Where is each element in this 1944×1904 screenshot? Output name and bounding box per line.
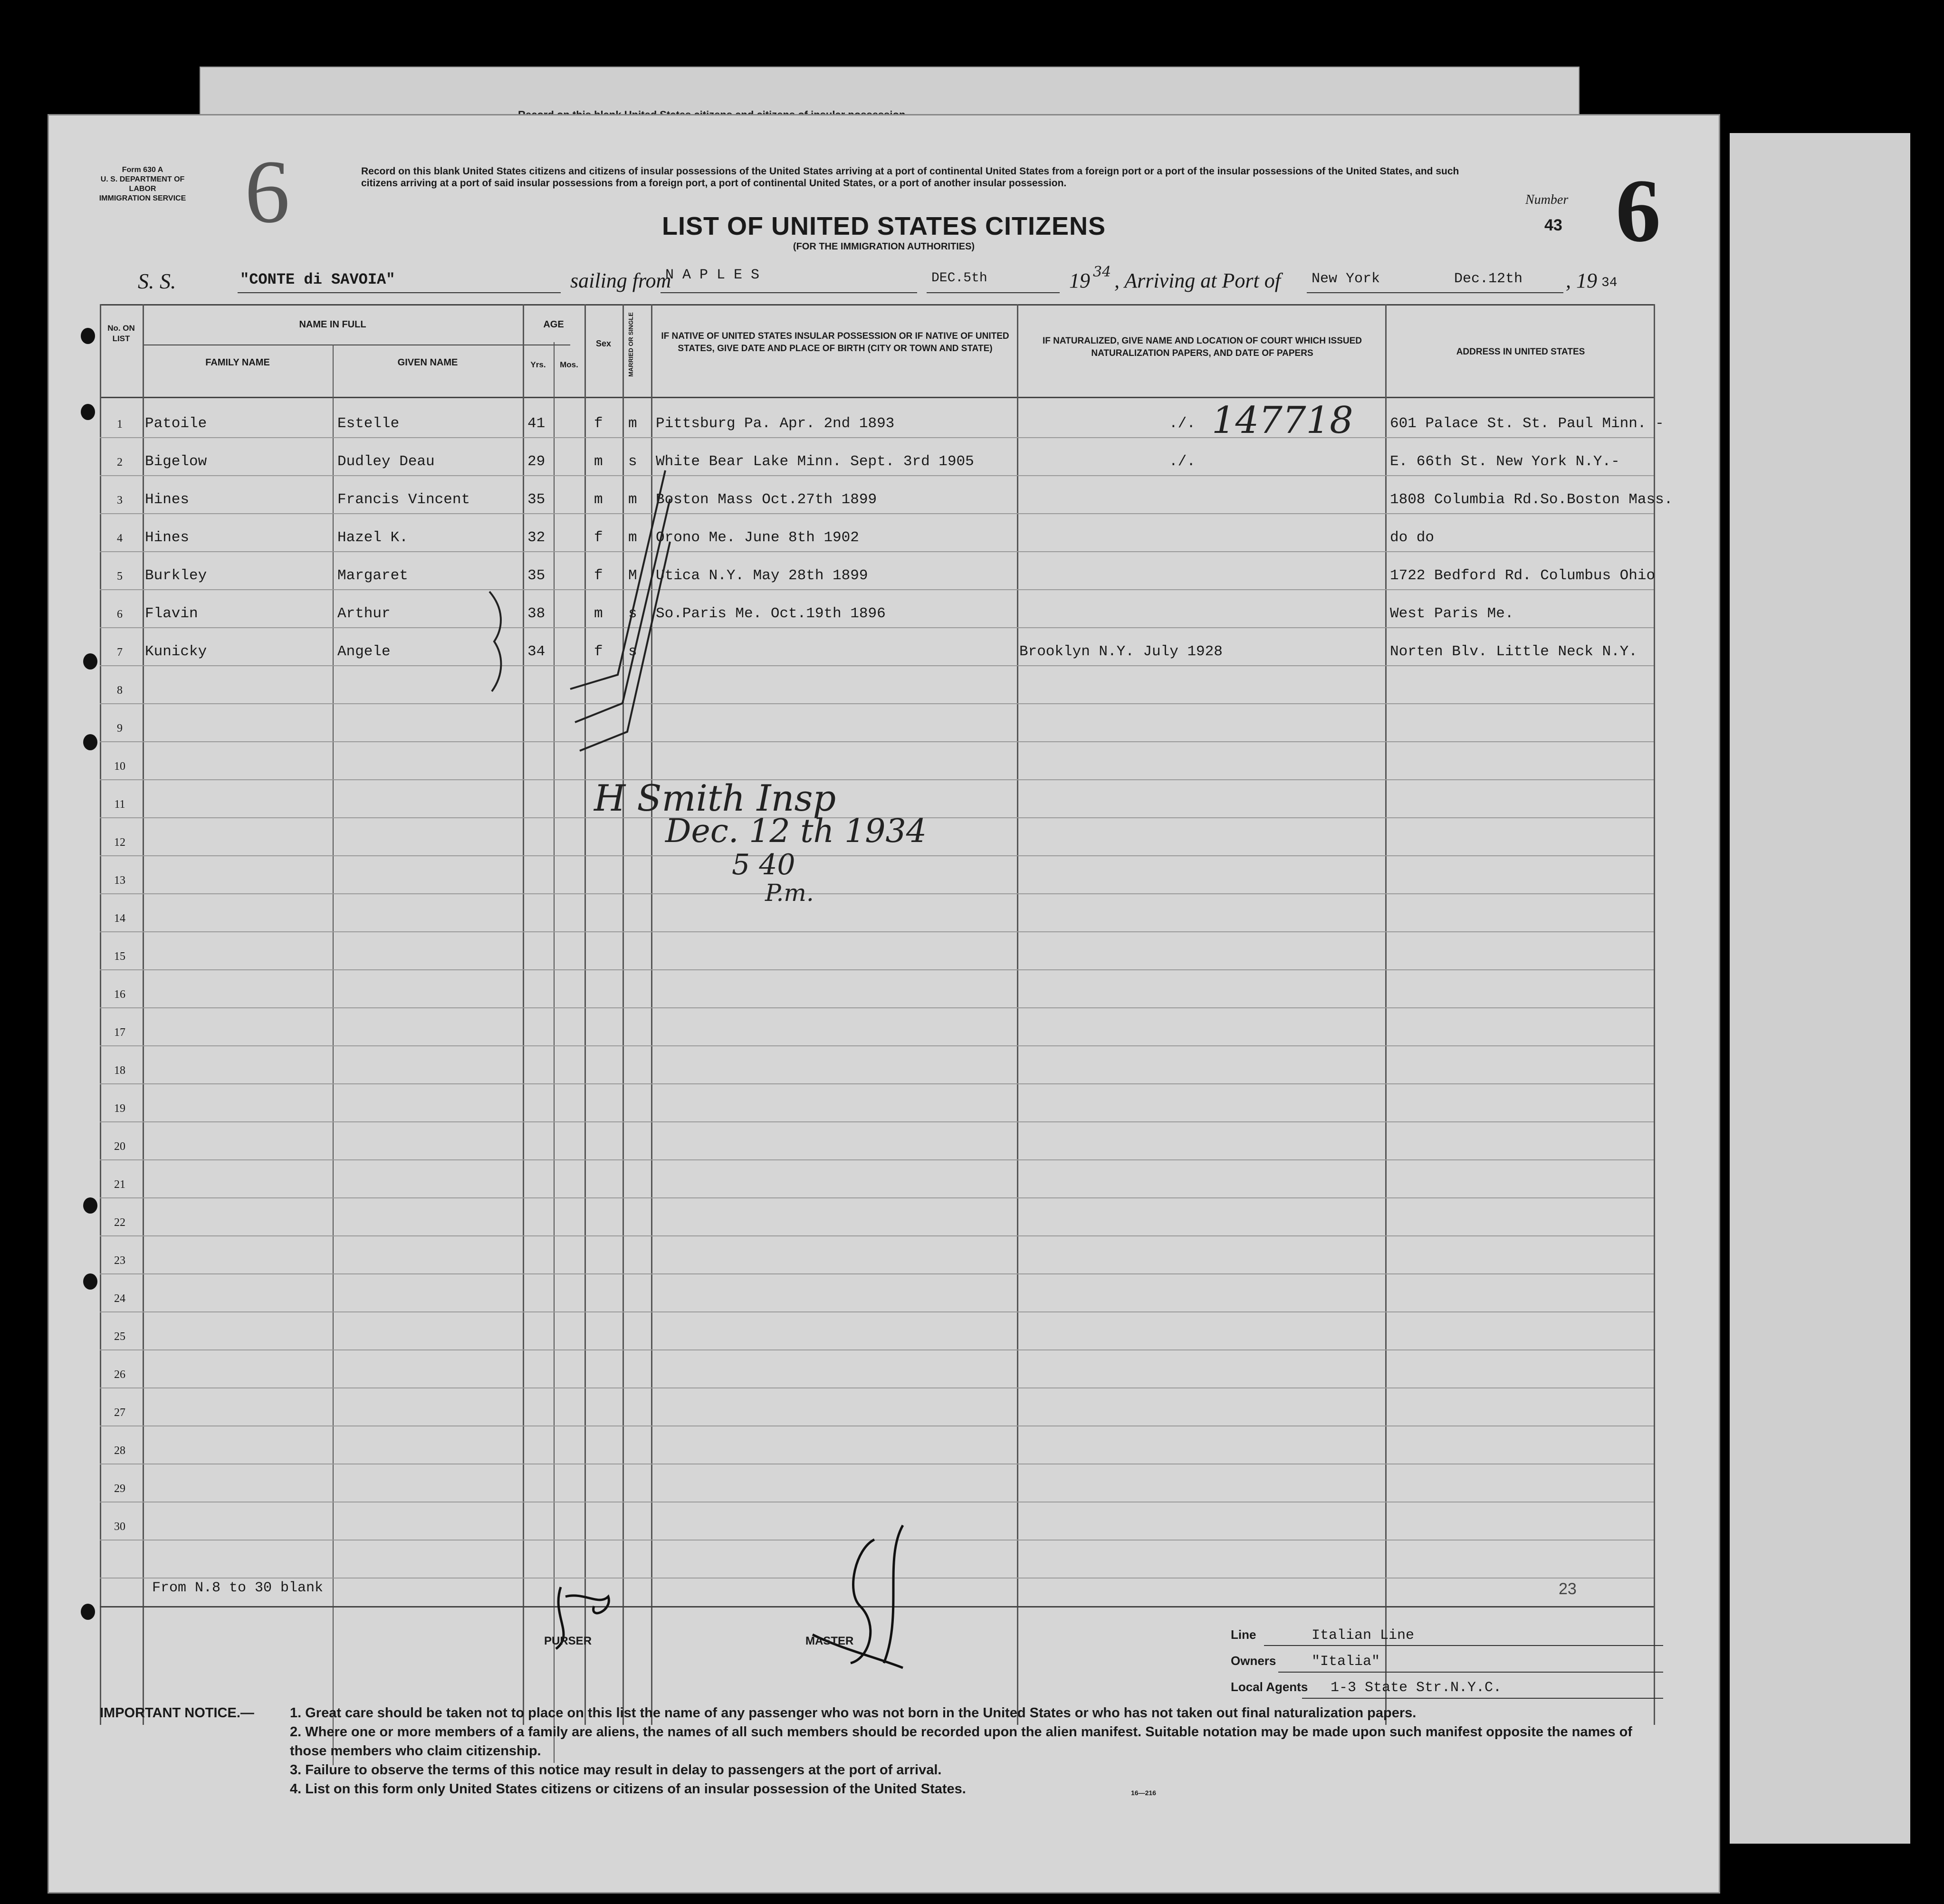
row-number: 10 xyxy=(114,760,125,773)
port-to: New York xyxy=(1312,271,1380,287)
row-number: 13 xyxy=(114,874,125,887)
birth-cell: White Bear Lake Minn. Sept. 3rd 1905 xyxy=(656,453,974,470)
page-title: LIST OF UNITED STATES CITIZENS xyxy=(662,212,1106,240)
number-sub: 43 xyxy=(1544,216,1562,234)
age-years-cell: 32 xyxy=(527,529,546,546)
notice-2: 2. Where one or more members of a family are aliens, the names of all such members should be recorded upon the alien manifest. Suitable notation may be made upon such manifest opposite the names of those members who claim citizenship. xyxy=(290,1724,1632,1759)
marital-status-cell: s xyxy=(628,643,637,660)
address-cell: West Paris Me. xyxy=(1390,605,1514,622)
marital-status-cell: m xyxy=(628,491,637,508)
sex-cell: m xyxy=(594,453,603,470)
given-name-cell: Arthur xyxy=(337,605,391,622)
row-number: 21 xyxy=(114,1178,125,1191)
manifest-page xyxy=(48,114,1720,1894)
row-number: 6 xyxy=(117,608,123,621)
sex-cell: f xyxy=(594,567,603,584)
check-marks xyxy=(561,466,694,798)
year-prefix-1: 19 xyxy=(1069,269,1090,292)
row-number: 30 xyxy=(114,1521,125,1533)
line-value: Italian Line xyxy=(1312,1627,1415,1644)
row-number: 17 xyxy=(114,1026,125,1039)
punch-hole xyxy=(81,1604,95,1620)
agents-label: Local Agents xyxy=(1231,1680,1308,1694)
purser-label: PURSER xyxy=(544,1635,592,1647)
birth-cell: Utica N.Y. May 28th 1899 xyxy=(656,567,868,584)
ruled-line xyxy=(100,779,1654,780)
page-count: 23 xyxy=(1559,1580,1577,1598)
ss-label: S. S. xyxy=(138,269,176,293)
ruled-line xyxy=(100,1083,1654,1084)
notice-4: 4. List on this form only United States citizens or citizens of an insular possession of the United States. xyxy=(290,1781,966,1797)
age-years-cell: 35 xyxy=(527,567,546,584)
marital-status-cell: s xyxy=(628,453,637,470)
department: U. S. DEPARTMENT OF LABOR xyxy=(100,175,185,193)
owners-value: "Italia" xyxy=(1312,1654,1380,1670)
family-name-cell: Patoile xyxy=(145,415,207,432)
row-number: 5 xyxy=(117,570,123,583)
service: IMMIGRATION SERVICE xyxy=(99,194,186,202)
header-no: No. ON LIST xyxy=(107,324,135,343)
master-signature xyxy=(784,1521,936,1673)
arriving-label: , Arriving at Port of xyxy=(1114,269,1281,292)
row-number: 16 xyxy=(114,988,125,1001)
row-number: 14 xyxy=(114,912,125,925)
family-name-cell: Hines xyxy=(145,491,190,508)
agents-value: 1-3 State Str.N.Y.C. xyxy=(1331,1680,1502,1696)
ruled-line xyxy=(100,1349,1654,1350)
birth-cell: Boston Mass Oct.27th 1899 xyxy=(656,491,877,508)
ruled-line xyxy=(100,475,1654,476)
ruled-line xyxy=(100,703,1654,704)
ruled-line xyxy=(100,969,1654,970)
address-cell: 601 Palace St. St. Paul Minn. - xyxy=(1390,415,1664,432)
notice-1: 1. Great care should be taken not to place on this list the name of any passenger who was not born in the United States or who has not taken out final naturalization papers. xyxy=(290,1705,1417,1721)
naturalization-cell: ./. xyxy=(1169,453,1196,470)
instructions: Record on this blank United States citizens and citizens of insular possessions of the United States arriving at a port of continental United States from a foreign port or a port of the insular possessions of the United States, and such citizens arriving at a port of said insular possessions from a foreign port, a port of continental United States, or a port of another insular possession. xyxy=(361,166,1459,189)
marital-status-cell: m xyxy=(628,415,637,432)
year-prefix-2: , 19 xyxy=(1566,269,1597,292)
ruled-line xyxy=(100,437,1654,438)
row-number: 28 xyxy=(114,1445,125,1457)
row-number: 7 xyxy=(117,646,123,659)
ruled-line xyxy=(100,931,1654,932)
row-number: 18 xyxy=(114,1064,125,1077)
row-number: 8 xyxy=(117,684,123,697)
sex-cell: f xyxy=(594,415,603,432)
adjacent-sheet xyxy=(1730,133,1910,1844)
header-name-in-full: NAME IN FULL xyxy=(299,319,366,330)
age-years-cell: 34 xyxy=(527,643,546,660)
master-label: MASTER xyxy=(805,1635,854,1647)
row-number: 1 xyxy=(117,418,123,431)
marital-status-cell: M xyxy=(628,567,637,584)
address-cell: Norten Blv. Little Neck N.Y. xyxy=(1390,643,1638,660)
header-mos: Mos. xyxy=(560,360,578,369)
header-birth: IF NATIVE OF UNITED STATES INSULAR POSSESSION OR IF NATIVE OF UNITED STATES, GIVE DATE AND PLACE OF BIRTH (CITY OR TOWN AND STATE) xyxy=(661,331,1009,354)
ruled-line xyxy=(100,1387,1654,1388)
row-number: 20 xyxy=(114,1140,125,1153)
sailing-label: sailing from xyxy=(570,269,671,292)
sex-cell: m xyxy=(594,605,603,622)
header-naturalized: IF NATURALIZED, GIVE NAME AND LOCATION OF COURT WHICH ISSUED NATURALIZATION PAPERS, AND DATE OF PAPERS xyxy=(1042,336,1362,358)
line-label: Line xyxy=(1231,1627,1256,1642)
ruled-line xyxy=(100,665,1654,666)
given-name-cell: Francis Vincent xyxy=(337,491,470,508)
ruled-line xyxy=(100,551,1654,552)
ship-name: "CONTE di SAVOIA" xyxy=(240,271,395,288)
ruled-line xyxy=(100,1197,1654,1198)
header-family-name: FAMILY NAME xyxy=(205,357,270,368)
age-years-cell: 41 xyxy=(527,415,546,432)
handwritten-pm: P.m. xyxy=(765,879,814,907)
given-name-cell: Dudley Deau xyxy=(337,453,435,470)
header-yrs: Yrs. xyxy=(530,360,546,369)
number-value: 6 xyxy=(1616,161,1661,261)
ruled-line xyxy=(100,1273,1654,1274)
row-number: 26 xyxy=(114,1368,125,1381)
address-cell: 1722 Bedford Rd. Columbus Ohio xyxy=(1390,567,1656,584)
ruled-line xyxy=(100,1121,1654,1122)
port-from: NAPLES xyxy=(665,267,768,283)
header-given-name: GIVEN NAME xyxy=(397,357,458,368)
row-number: 3 xyxy=(117,494,123,507)
form-id-block xyxy=(95,165,190,203)
marital-status-cell: m xyxy=(628,529,637,546)
page-subtitle: (FOR THE IMMIGRATION AUTHORITIES) xyxy=(793,241,975,252)
family-name-cell: Flavin xyxy=(145,605,198,622)
ruled-line xyxy=(100,1235,1654,1236)
row-number: 9 xyxy=(117,722,123,735)
birth-cell: So.Paris Me. Oct.19th 1896 xyxy=(656,605,886,622)
notice-3: 3. Failure to observe the terms of this notice may result in delay to passengers at the port of arrival. xyxy=(290,1762,942,1778)
naturalization-cell: ./. xyxy=(1169,415,1196,432)
punch-hole xyxy=(83,653,97,670)
punch-hole xyxy=(81,404,95,420)
ruled-line xyxy=(100,855,1654,856)
handwritten-time: 5 40 xyxy=(732,848,795,881)
address-cell: 1808 Columbia Rd.So.Boston Mass. xyxy=(1390,491,1673,508)
row-number: 29 xyxy=(114,1483,125,1495)
ruled-line xyxy=(100,627,1654,628)
punch-hole xyxy=(83,1273,97,1290)
ruled-line xyxy=(100,513,1654,514)
owners-label: Owners xyxy=(1231,1654,1276,1668)
family-name-cell: Bigelow xyxy=(145,453,207,470)
header-sex: Sex xyxy=(595,339,612,348)
address-cell: do do xyxy=(1390,529,1435,546)
number-label: Number xyxy=(1525,192,1569,207)
row-number: 23 xyxy=(114,1254,125,1267)
marital-status-cell: s xyxy=(628,605,637,622)
row-number: 25 xyxy=(114,1330,125,1343)
ruled-line xyxy=(100,589,1654,590)
address-cell: E. 66th St. New York N.Y.- xyxy=(1390,453,1620,470)
row-number: 27 xyxy=(114,1406,125,1419)
birth-cell: Pittsburg Pa. Apr. 2nd 1893 xyxy=(656,415,895,432)
ruled-line xyxy=(100,1045,1654,1046)
given-name-cell: Hazel K. xyxy=(337,529,408,546)
print-code: 16—216 xyxy=(1131,1789,1156,1797)
ruled-line xyxy=(100,1007,1654,1008)
row-number: 4 xyxy=(117,532,123,545)
given-name-cell: Margaret xyxy=(337,567,408,584)
year-2: 34 xyxy=(1601,276,1618,290)
row-number: 2 xyxy=(117,456,123,469)
given-name-cell: Estelle xyxy=(337,415,400,432)
date-to: Dec.12th xyxy=(1454,271,1523,287)
ruled-line xyxy=(100,1159,1654,1160)
ruled-line xyxy=(100,1311,1654,1312)
bracket-mark xyxy=(485,589,513,694)
handwritten-cert-number: 147718 xyxy=(1212,399,1353,442)
given-name-cell: Angele xyxy=(337,643,391,660)
notice-title: IMPORTANT NOTICE.— xyxy=(100,1705,254,1721)
punch-hole xyxy=(81,328,95,344)
header-address: ADDRESS IN UNITED STATES xyxy=(1456,347,1585,357)
ruled-line xyxy=(100,893,1654,894)
header-married: MARRIED OR SINGLE xyxy=(627,312,634,377)
form-number: Form 630 A xyxy=(122,166,163,174)
header-age: AGE xyxy=(543,319,564,330)
punch-hole xyxy=(83,1197,97,1214)
birth-cell: Orono Me. June 8th 1902 xyxy=(656,529,859,546)
punch-hole xyxy=(83,734,97,750)
sex-cell: f xyxy=(594,529,603,546)
age-years-cell: 35 xyxy=(527,491,546,508)
family-name-cell: Kunicky xyxy=(145,643,207,660)
sex-cell: m xyxy=(594,491,603,508)
sex-cell: f xyxy=(594,643,603,660)
age-years-cell: 38 xyxy=(527,605,546,622)
row-number: 11 xyxy=(114,798,125,811)
row-number: 19 xyxy=(114,1102,125,1115)
ruled-line xyxy=(100,741,1654,742)
page-digit-left: 6 xyxy=(245,142,290,242)
row-number: 12 xyxy=(114,836,125,849)
blank-note: From N.8 to 30 blank xyxy=(152,1580,324,1596)
row-number: 22 xyxy=(114,1216,125,1229)
date-from: DEC.5th xyxy=(931,271,987,286)
row-number: 15 xyxy=(114,950,125,963)
naturalization-cell: Brooklyn N.Y. July 1928 xyxy=(1019,643,1223,660)
handwritten-inspector: H Smith Insp xyxy=(594,777,836,819)
year-1: 34 xyxy=(1093,264,1111,280)
family-name-cell: Burkley xyxy=(145,567,207,584)
handwritten-date: Dec. 12 th 1934 xyxy=(665,813,927,850)
row-number: 24 xyxy=(114,1292,125,1305)
family-name-cell: Hines xyxy=(145,529,190,546)
age-years-cell: 29 xyxy=(527,453,546,470)
